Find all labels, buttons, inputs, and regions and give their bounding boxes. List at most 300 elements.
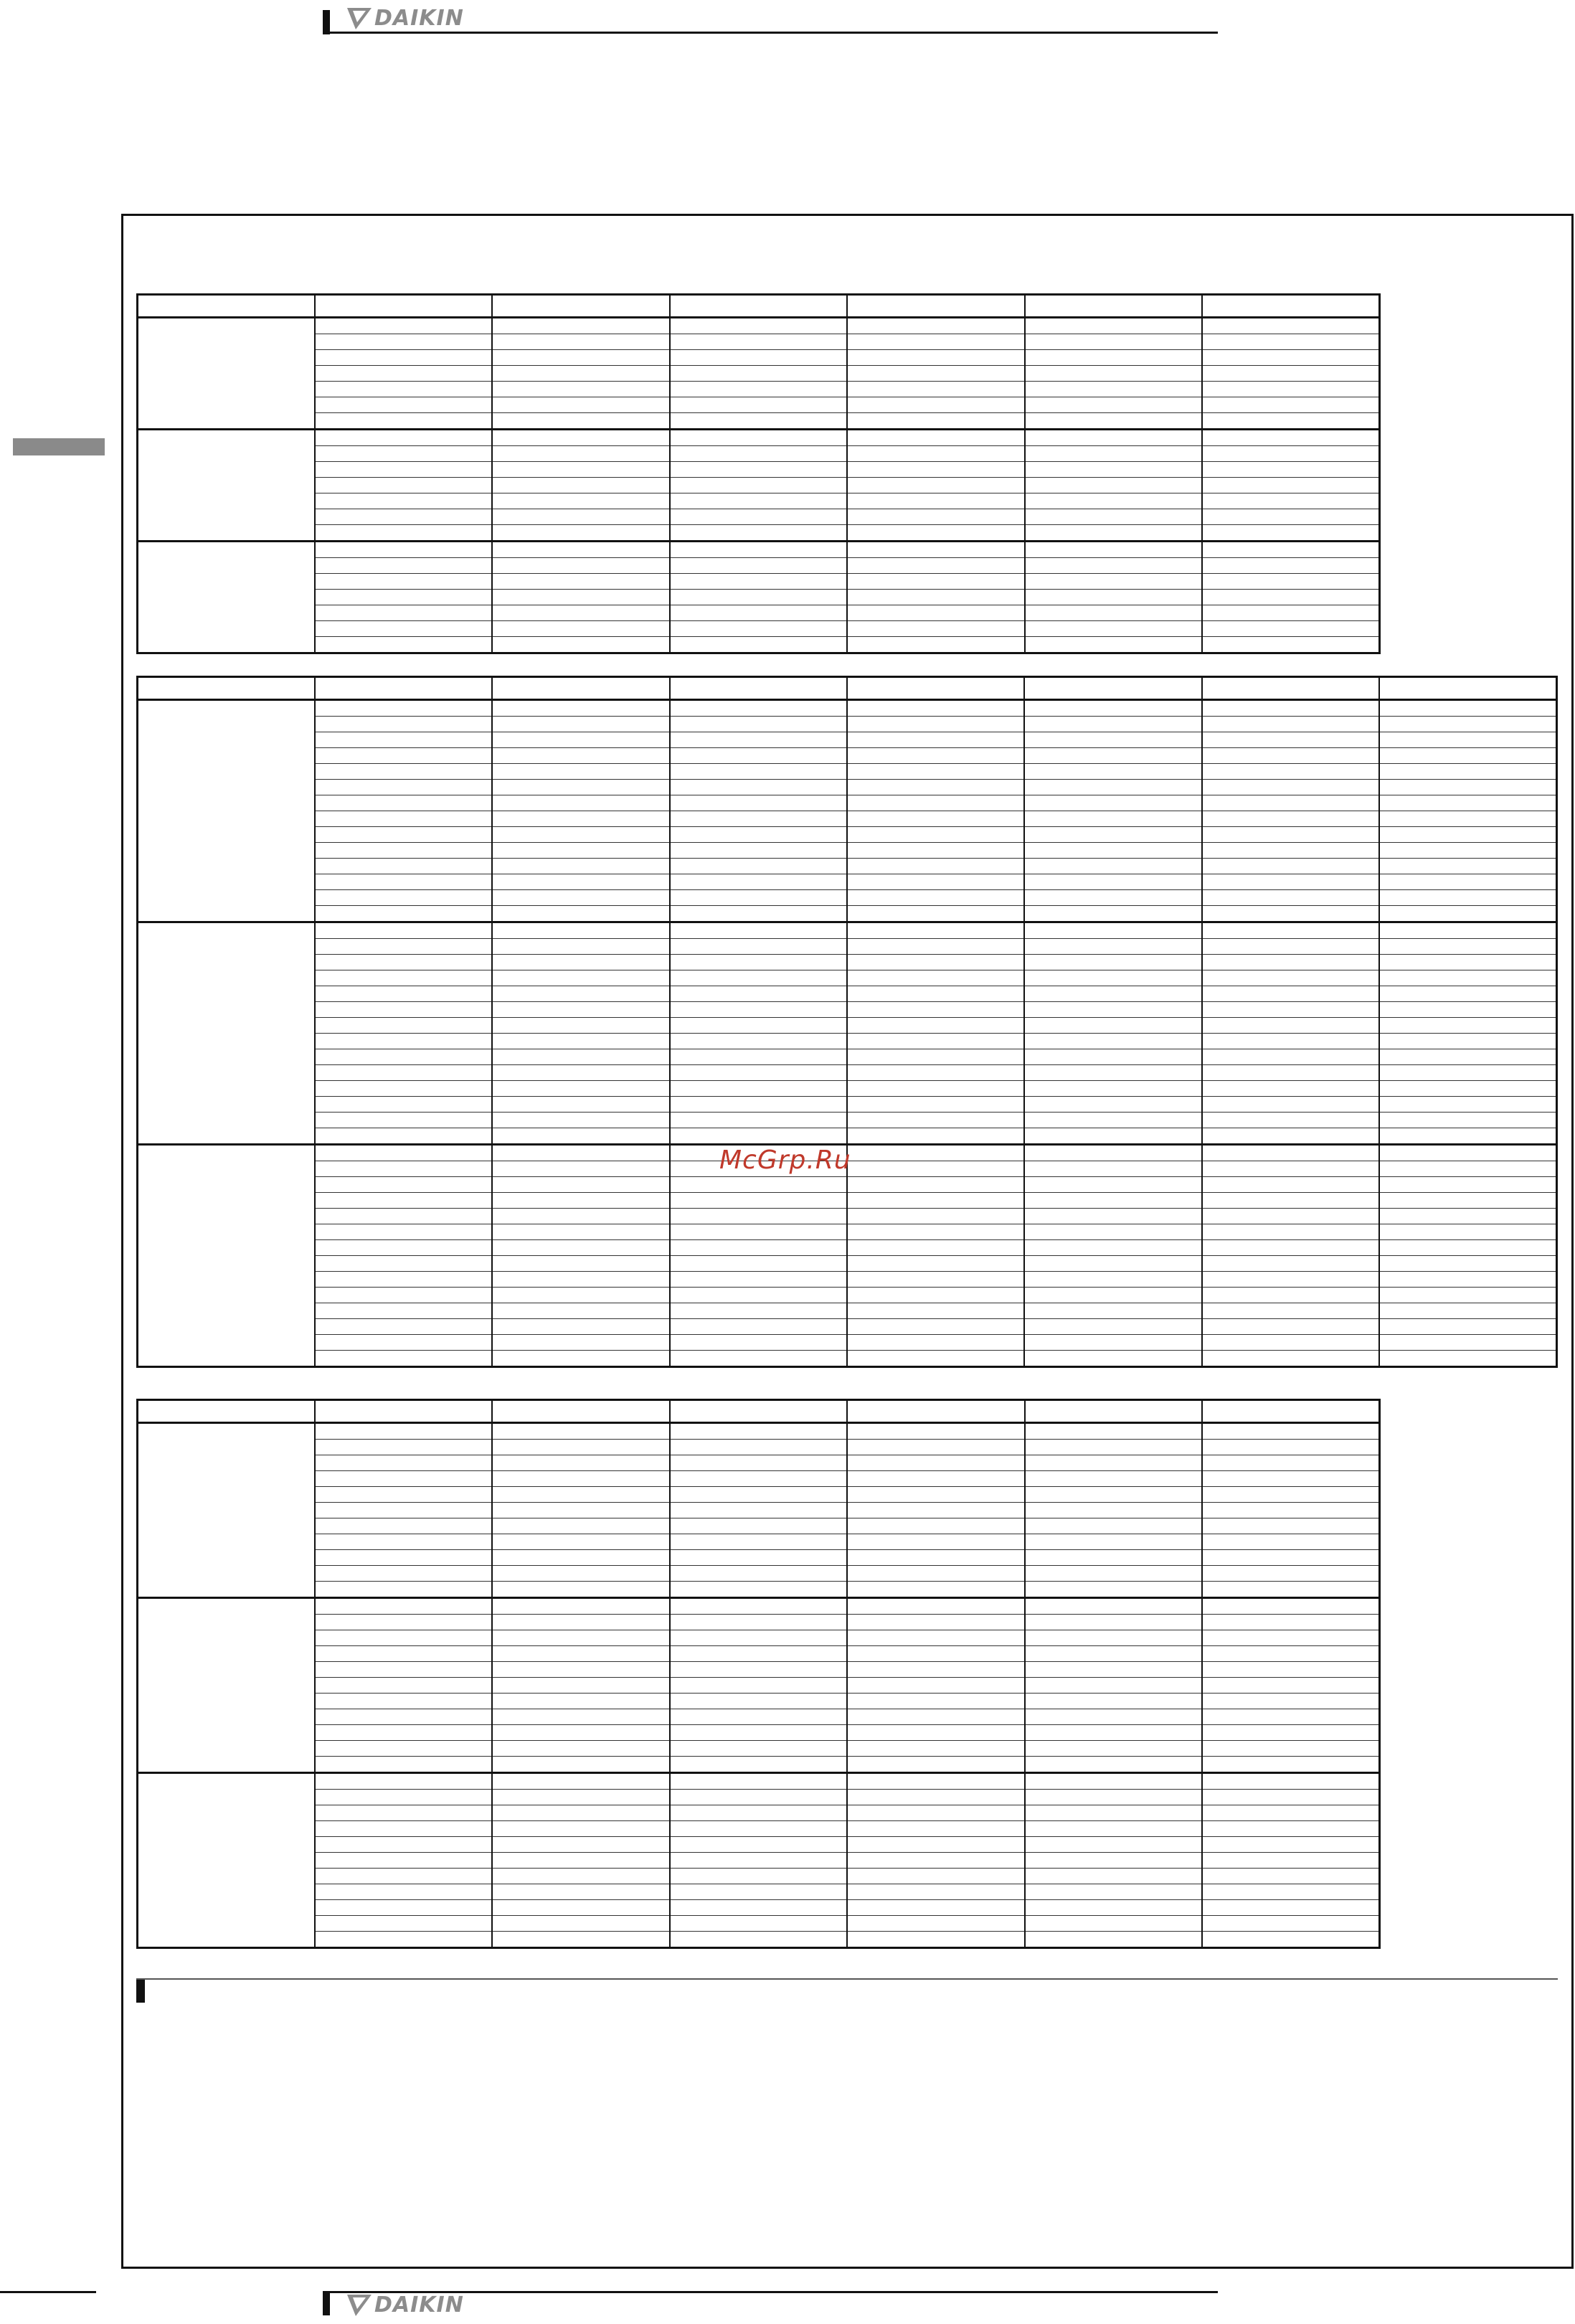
table-row [138, 542, 1380, 558]
table-cell [670, 780, 847, 795]
table-row [138, 366, 1380, 382]
table-cell [492, 1534, 669, 1550]
table-row [138, 1518, 1380, 1534]
table-cell [1202, 859, 1379, 874]
table-cell [1379, 1018, 1556, 1034]
header-cell [138, 677, 315, 700]
table-cell [492, 1128, 669, 1145]
notes-mark [136, 1980, 145, 2003]
table-cell [315, 795, 492, 811]
table-cell [315, 1837, 492, 1853]
table-cell [847, 478, 1024, 493]
table-cell [847, 843, 1024, 859]
table-cell [1025, 1487, 1202, 1503]
table-cell [315, 1821, 492, 1837]
table-cell [670, 1869, 847, 1884]
table-cell [670, 1303, 847, 1319]
table-cell [1202, 366, 1379, 382]
table-cell [670, 413, 847, 430]
table-cell [315, 1440, 492, 1455]
table-cell [492, 334, 669, 350]
header-cell [1202, 295, 1379, 318]
table-cell [315, 1773, 492, 1790]
table-row [138, 1678, 1380, 1694]
table-cell [492, 843, 669, 859]
table-cell [670, 1487, 847, 1503]
table-row [138, 1550, 1380, 1566]
table-cell [670, 1319, 847, 1335]
table-cell [670, 382, 847, 397]
table-cell [847, 1662, 1024, 1678]
header-cell [492, 295, 669, 318]
table-cell [1379, 827, 1556, 843]
table-row [138, 732, 1557, 748]
table-cell [1025, 590, 1202, 605]
table-cell [1025, 1725, 1202, 1741]
table-cell [670, 558, 847, 574]
group-label-cell [138, 542, 315, 653]
table-cell [1202, 558, 1379, 574]
table-cell [1202, 732, 1379, 748]
table-cell [670, 1709, 847, 1725]
header-cell [670, 295, 847, 318]
table-cell [492, 637, 669, 653]
table-cell [1202, 764, 1379, 780]
table-cell [492, 574, 669, 590]
table-cell [1202, 430, 1379, 446]
table-cell [1025, 1534, 1202, 1550]
table-cell [847, 1177, 1024, 1193]
table-row [138, 811, 1557, 827]
table-cell [492, 478, 669, 493]
table-cell [315, 493, 492, 509]
table-cell [670, 1503, 847, 1518]
table-cell [670, 700, 847, 717]
table-cell [670, 366, 847, 382]
table-cell [1024, 1303, 1201, 1319]
table-cell [1024, 795, 1201, 811]
table-cell [670, 1209, 847, 1224]
table-cell [1202, 1518, 1379, 1534]
table-cell [492, 366, 669, 382]
table-cell [1025, 1503, 1202, 1518]
table-cell [670, 1034, 847, 1049]
table-cell [315, 1630, 492, 1646]
table-cell [1025, 478, 1202, 493]
table-cell [1025, 1471, 1202, 1487]
table-cell [315, 1678, 492, 1694]
table-row [138, 637, 1380, 653]
table-cell [670, 334, 847, 350]
table-cell [315, 509, 492, 525]
table-cell [1379, 922, 1556, 939]
table-cell [492, 1081, 669, 1097]
table-cell [670, 1837, 847, 1853]
table-row [138, 1065, 1557, 1081]
table-cell [492, 1869, 669, 1884]
table-cell [492, 795, 669, 811]
table-cell [1202, 318, 1379, 334]
table-cell [847, 1566, 1024, 1582]
table-row [138, 1615, 1380, 1630]
table-cell [1202, 509, 1379, 525]
table-cell [492, 542, 669, 558]
table-cell [847, 1224, 1024, 1240]
table-cell [670, 1630, 847, 1646]
table-cell [670, 446, 847, 462]
table-row [138, 397, 1380, 413]
table-cell [847, 1081, 1024, 1097]
table-row [138, 525, 1380, 542]
table-cell [1379, 1256, 1556, 1272]
table-cell [1202, 1900, 1379, 1916]
table-cell [1202, 1678, 1379, 1694]
table-cell [315, 605, 492, 621]
table-cell [1202, 446, 1379, 462]
table-cell [315, 1598, 492, 1615]
table-row [138, 1709, 1380, 1725]
table-row [138, 1900, 1380, 1916]
table-cell [1202, 1256, 1379, 1272]
table-row [138, 1582, 1380, 1598]
table-cell [670, 574, 847, 590]
table-cell [315, 1869, 492, 1884]
table-cell [315, 1224, 492, 1240]
table-row [138, 906, 1557, 922]
table-row [138, 843, 1557, 859]
table-cell [847, 1351, 1024, 1367]
table-cell [847, 1209, 1024, 1224]
table-cell [847, 1161, 1024, 1177]
table-cell [1379, 1145, 1556, 1161]
header-cell [492, 1400, 669, 1423]
header-cell [315, 295, 492, 318]
table-cell [492, 1503, 669, 1518]
table-cell [1024, 1097, 1201, 1113]
table-row [138, 939, 1557, 955]
table-cell [1025, 1646, 1202, 1662]
table-cell [1202, 621, 1379, 637]
footer-brand: DAIKIN [374, 2292, 464, 2318]
table-cell [1025, 1455, 1202, 1471]
table-cell [1025, 1615, 1202, 1630]
table-cell [1202, 1288, 1379, 1303]
table-cell [492, 525, 669, 542]
table-row [138, 764, 1557, 780]
table-cell [315, 1900, 492, 1916]
table-cell [1024, 1177, 1201, 1193]
table-cell [1024, 1145, 1201, 1161]
table-cell [670, 1518, 847, 1534]
header-cell [1202, 1400, 1379, 1423]
table-cell [1025, 605, 1202, 621]
table-cell [1025, 397, 1202, 413]
table-cell [1024, 1081, 1201, 1097]
table-cell [847, 732, 1024, 748]
table-cell [847, 955, 1024, 970]
table-cell [315, 1351, 492, 1367]
table-cell [315, 1790, 492, 1805]
table-cell [492, 1440, 669, 1455]
table-cell [847, 970, 1024, 986]
table-cell [315, 922, 492, 939]
table-cell [670, 1853, 847, 1869]
footer-left-rule [0, 2291, 96, 2293]
table-cell [1024, 1193, 1201, 1209]
table-cell [1025, 1790, 1202, 1805]
table-cell [1202, 700, 1379, 717]
table-cell [492, 621, 669, 637]
table-row [138, 1662, 1380, 1678]
table-cell [1202, 1065, 1379, 1081]
table-cell [847, 1440, 1024, 1455]
group-label-cell [138, 700, 315, 922]
table-cell [1202, 1615, 1379, 1630]
table-cell [847, 318, 1024, 334]
table-cell [670, 1566, 847, 1582]
group-label-cell [138, 922, 315, 1145]
table-cell [1379, 890, 1556, 906]
table-cell [492, 1550, 669, 1566]
table-cell [670, 1646, 847, 1662]
table-cell [1024, 874, 1201, 890]
table-cell [1379, 1065, 1556, 1081]
table-cell [1202, 1932, 1379, 1948]
table-cell [492, 939, 669, 955]
table-cell [1024, 1224, 1201, 1240]
table-cell [670, 1440, 847, 1455]
table-cell [847, 1049, 1024, 1065]
table-cell [847, 350, 1024, 366]
table-cell [1025, 318, 1202, 334]
table-cell [670, 1018, 847, 1034]
table-cell [315, 939, 492, 955]
table-row [138, 574, 1380, 590]
table-row [138, 1319, 1557, 1335]
table-cell [847, 1678, 1024, 1694]
header-cell [138, 1400, 315, 1423]
table-cell [1025, 382, 1202, 397]
table-cell [1379, 764, 1556, 780]
table-cell [847, 1884, 1024, 1900]
table-row [138, 780, 1557, 795]
table-cell [1202, 574, 1379, 590]
table-row [138, 890, 1557, 906]
table-cell [670, 874, 847, 890]
table-row [138, 1018, 1557, 1034]
table-cell [492, 1113, 669, 1128]
table-cell [315, 1145, 492, 1161]
table-cell [1202, 874, 1379, 890]
table-cell [1024, 780, 1201, 795]
table-cell [1024, 1049, 1201, 1065]
table-cell [670, 1694, 847, 1709]
table-cell [847, 717, 1024, 732]
table-cell [1025, 637, 1202, 653]
table-cell [847, 1646, 1024, 1662]
table-cell [1202, 1869, 1379, 1884]
table-cell [492, 605, 669, 621]
table-cell [847, 859, 1024, 874]
table-cell [492, 1662, 669, 1678]
table-cell [1024, 970, 1201, 986]
table-cell [315, 1518, 492, 1534]
table-cell [1202, 1773, 1379, 1790]
table-cell [492, 1678, 669, 1694]
table-cell [315, 1256, 492, 1272]
table-cell [1379, 1081, 1556, 1097]
table-cell [1025, 574, 1202, 590]
table-cell [847, 1128, 1024, 1145]
table-cell [492, 1065, 669, 1081]
header-cell [1024, 677, 1201, 700]
table-cell [1025, 1423, 1202, 1440]
table-row [138, 1566, 1380, 1582]
header-rule [323, 32, 1218, 34]
table-row [138, 1741, 1380, 1757]
table-row [138, 1932, 1380, 1948]
table-row [138, 795, 1557, 811]
header-cell [138, 295, 315, 318]
table-cell [1202, 1487, 1379, 1503]
header-cell [492, 677, 669, 700]
table-cell [670, 1351, 847, 1367]
table-cell [315, 397, 492, 413]
spec-table-3 [136, 1399, 1381, 1949]
table-cell [315, 1853, 492, 1869]
table-row [138, 1034, 1557, 1049]
table-cell [492, 1487, 669, 1503]
table-row [138, 493, 1380, 509]
table-cell [670, 1065, 847, 1081]
table-cell [492, 859, 669, 874]
table-cell [315, 1487, 492, 1503]
table-cell [315, 1209, 492, 1224]
table-cell [847, 1455, 1024, 1471]
table-cell [1202, 397, 1379, 413]
header-cell [670, 677, 847, 700]
table-row [138, 1884, 1380, 1900]
table-cell [670, 827, 847, 843]
table-cell [492, 1455, 669, 1471]
table-cell [1379, 859, 1556, 874]
table-cell [492, 1900, 669, 1916]
table-cell [315, 430, 492, 446]
table-cell [1202, 795, 1379, 811]
table-cell [1025, 1932, 1202, 1948]
table-cell [1025, 1837, 1202, 1853]
table-cell [1025, 1550, 1202, 1566]
table-row [138, 1335, 1557, 1351]
table-cell [1202, 1821, 1379, 1837]
table-cell [492, 1694, 669, 1709]
table-cell [847, 1741, 1024, 1757]
table-cell [670, 590, 847, 605]
table-cell [492, 1518, 669, 1534]
table-cell [492, 890, 669, 906]
table-cell [1202, 827, 1379, 843]
table-cell [670, 1081, 847, 1097]
table-cell [847, 1423, 1024, 1440]
table-cell [670, 939, 847, 955]
table-cell [315, 748, 492, 764]
table-cell [670, 1224, 847, 1240]
table-cell [492, 1002, 669, 1018]
section-tab [13, 438, 105, 455]
table-cell [315, 1455, 492, 1471]
table-cell [315, 637, 492, 653]
table-row [138, 1193, 1557, 1209]
table-cell [670, 637, 847, 653]
table-cell [492, 1097, 669, 1113]
table-cell [315, 986, 492, 1002]
table-cell [670, 1790, 847, 1805]
table-cell [670, 1757, 847, 1773]
table-cell [492, 1837, 669, 1853]
table-cell [1202, 1049, 1379, 1065]
table-cell [670, 1932, 847, 1948]
table-cell [1379, 1209, 1556, 1224]
table-row [138, 700, 1557, 717]
table-cell [492, 397, 669, 413]
table-cell [1379, 1303, 1556, 1319]
table-cell [1025, 1694, 1202, 1709]
table-row [138, 1916, 1380, 1932]
table-cell [1024, 1002, 1201, 1018]
table-cell [492, 318, 669, 334]
table-cell [670, 1678, 847, 1694]
table-cell [315, 334, 492, 350]
table-row [138, 1869, 1380, 1884]
notes-rule [136, 1978, 1558, 1980]
table-row [138, 1837, 1380, 1853]
table-cell [847, 462, 1024, 478]
table-cell [1202, 1018, 1379, 1034]
group-label-cell [138, 1145, 315, 1367]
table-cell [670, 732, 847, 748]
table-cell [492, 732, 669, 748]
table-cell [1024, 717, 1201, 732]
table-cell [847, 1018, 1024, 1034]
table-cell [315, 1725, 492, 1741]
table-cell [315, 1272, 492, 1288]
table-cell [315, 1065, 492, 1081]
table-cell [315, 874, 492, 890]
table-cell [1024, 1209, 1201, 1224]
table-row [138, 1694, 1380, 1709]
table-cell [492, 1646, 669, 1662]
table-cell [670, 811, 847, 827]
table-cell [670, 717, 847, 732]
table-row [138, 1805, 1380, 1821]
table-cell [1024, 1113, 1201, 1128]
table-cell [1202, 1303, 1379, 1319]
table-cell [492, 764, 669, 780]
table-cell [315, 1646, 492, 1662]
table-cell [492, 1709, 669, 1725]
table-cell [1025, 1518, 1202, 1534]
table-cell [1202, 1335, 1379, 1351]
table-cell [492, 1161, 669, 1177]
table-cell [847, 1757, 1024, 1773]
table-cell [1379, 1049, 1556, 1065]
table-cell [1202, 1002, 1379, 1018]
table-cell [847, 334, 1024, 350]
table-row [138, 1224, 1557, 1240]
table-cell [1025, 1440, 1202, 1455]
table-cell [847, 1790, 1024, 1805]
table-header-row [138, 1400, 1380, 1423]
